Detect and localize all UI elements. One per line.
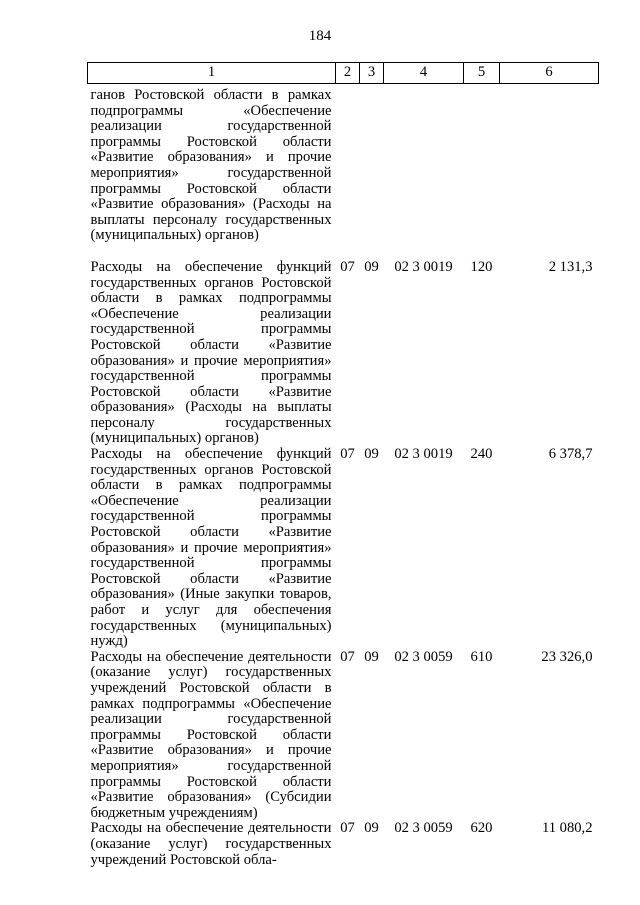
row-target-article: 02 3 0019 bbox=[394, 258, 453, 275]
column-header-1: 1 bbox=[88, 63, 336, 84]
table-row bbox=[88, 244, 599, 447]
column-header-3: 3 bbox=[360, 63, 384, 84]
column-header-5: 5 bbox=[464, 63, 500, 84]
page-number: 184 bbox=[308, 28, 332, 44]
row-amount: 23 326,0 bbox=[541, 648, 593, 665]
row-expense-type: 620 bbox=[470, 820, 493, 837]
row-section-code: 07 bbox=[340, 446, 355, 463]
row-section-code: 07 bbox=[340, 648, 355, 665]
budget-table bbox=[87, 62, 599, 868]
row-subsection-code: 09 bbox=[364, 820, 379, 837]
row-subsection-code: 09 bbox=[364, 648, 379, 665]
column-header-6: 6 bbox=[500, 63, 599, 84]
row-target-article bbox=[384, 84, 464, 244]
row-description: Расходы на обеспечение деятельности (оказание услуг) государственных учреждений Ростовской обла- bbox=[90, 820, 332, 868]
row-expense-type bbox=[464, 84, 500, 244]
row-description: Расходы на обеспечение функций государственных органов Ростовской области в рамках подпрограммы «Обеспечение реализации государственной программы Ростовской области «Развитие образования» и прочие мероприятия» государственной программы Ростовской области «Развитие образования» (Иные закупки товаров, работ и услуг для обеспечения государственных (муниципальных) нужд) bbox=[90, 446, 332, 650]
row-expense-type: 120 bbox=[470, 258, 493, 275]
row-subsection-code bbox=[360, 84, 384, 244]
row-subsection-code: 09 bbox=[364, 258, 379, 275]
column-header-4: 4 bbox=[384, 63, 464, 84]
column-header-2: 2 bbox=[336, 63, 360, 84]
row-amount bbox=[500, 84, 599, 244]
row-subsection-code: 09 bbox=[364, 446, 379, 463]
row-target-article: 02 3 0059 bbox=[394, 648, 453, 665]
column-number-header bbox=[88, 63, 599, 84]
row-section-code: 07 bbox=[340, 820, 355, 837]
row-expense-type: 240 bbox=[470, 446, 493, 463]
row-description: ганов Ростовской области в рамках подпрограммы «Обеспечение реализации государственной программы Ростовской области «Развитие образования» и прочие мероприятия» государственной программы Ростовской области «Развитие образования» (Расходы на выплаты персоналу государственных (муниципальных) органов) bbox=[90, 87, 332, 244]
table-row bbox=[88, 447, 599, 650]
row-amount: 11 080,2 bbox=[541, 820, 593, 837]
table-row bbox=[88, 84, 599, 244]
row-description: Расходы на обеспечение функций государственных органов Ростовской области в рамках подпрограммы «Обеспечение реализации государственной программы Ростовской области «Развитие образования» и прочие мероприятия» государственной программы Ростовской области «Развитие образования» (Расходы на выплаты персоналу государственных (муниципальных) органов) bbox=[90, 258, 332, 447]
row-description: Расходы на обеспечение деятельности (оказание услуг) государственных учреждений Ростовской области в рамках подпрограммы «Обеспечение реализации государственной программы Ростовской области «Развитие образования» и прочие мероприятия» государственной программы Ростовской области «Развитие образования» (Субсидии бюджетным учреждениям) bbox=[90, 648, 332, 821]
row-amount: 2 131,3 bbox=[548, 258, 593, 275]
table-row bbox=[88, 821, 599, 868]
row-target-article: 02 3 0019 bbox=[394, 446, 453, 463]
row-section-code bbox=[336, 84, 360, 244]
row-expense-type: 610 bbox=[470, 648, 493, 665]
row-section-code: 07 bbox=[340, 258, 355, 275]
table-row bbox=[88, 650, 599, 822]
row-target-article: 02 3 0059 bbox=[394, 820, 453, 837]
row-amount: 6 378,7 bbox=[548, 446, 593, 463]
